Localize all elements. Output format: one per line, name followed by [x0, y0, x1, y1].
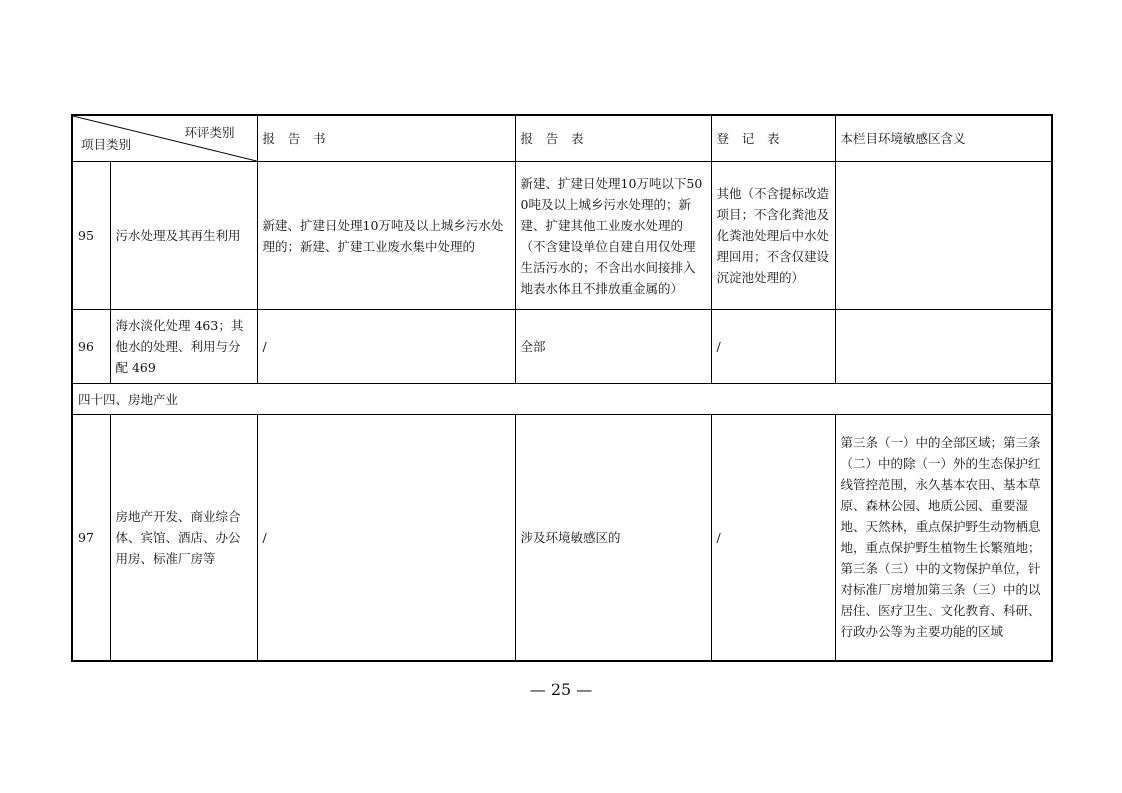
project-name: 房地产开发、商业综合体、宾馆、酒店、办公用房、标准厂房等 [110, 415, 257, 661]
table-row [72, 415, 1052, 661]
col-header-report-book: 报 告 书 [257, 115, 515, 162]
project-category-table [71, 114, 1053, 662]
table-row [72, 162, 1052, 310]
diagonal-header-cell [72, 115, 257, 162]
section-row [72, 384, 1052, 415]
report-form-cell: 全部 [515, 310, 711, 384]
register-cell: 其他（不含提标改造项目；不含化粪池及化粪池处理后中水处理回用；不含仅建设沉淀池处理的） [711, 162, 835, 310]
sensitive-area-cell: 第三条（一）中的全部区域；第三条（二）中的除（一）外的生态保护红线管控范围，永久基本农田、基本草原、森林公园、地质公园、重要湿地、天然林，重点保护野生动物栖息地，重点保护野生植物生长繁殖地；第三条（三）中的文物保护单位，针对标准厂房增加第三条（三）中的以居住、医疗卫生、文化教育、科研、行政办公等为主要功能的区域 [835, 415, 1052, 661]
row-number: 95 [72, 162, 110, 310]
row-number: 96 [72, 310, 110, 384]
report-form-cell: 新建、扩建日处理10万吨以下500吨及以上城乡污水处理的；新建、扩建其他工业废水处理的（不含建设单位自建自用仅处理生活污水的；不含出水间接排入地表水体且不排放重金属的） [515, 162, 711, 310]
row-number: 97 [72, 415, 110, 661]
report-book-cell: / [257, 310, 515, 384]
section-title: 四十四、房地产业 [72, 384, 1052, 415]
register-cell: / [711, 415, 835, 661]
report-book-cell: / [257, 415, 515, 661]
col-header-register-form: 登 记 表 [711, 115, 835, 162]
page-number: — 25 — [529, 680, 593, 699]
project-name: 污水处理及其再生利用 [110, 162, 257, 310]
register-cell: / [711, 310, 835, 384]
report-form-cell: 涉及环境敏感区的 [515, 415, 711, 661]
sensitive-area-cell [835, 162, 1052, 310]
corner-label-eia-category: 环评类别 [184, 125, 235, 140]
header-row [72, 115, 1052, 162]
corner-label-project-category: 项目类别 [81, 137, 132, 152]
col-header-report-form: 报 告 表 [515, 115, 711, 162]
sensitive-area-cell [835, 310, 1052, 384]
table-row [72, 310, 1052, 384]
col-header-sensitive-area: 本栏目环境敏感区含义 [835, 115, 1052, 162]
project-name: 海水淡化处理 463；其他水的处理、利用与分配 469 [110, 310, 257, 384]
report-book-cell: 新建、扩建日处理10万吨及以上城乡污水处理的；新建、扩建工业废水集中处理的 [257, 162, 515, 310]
